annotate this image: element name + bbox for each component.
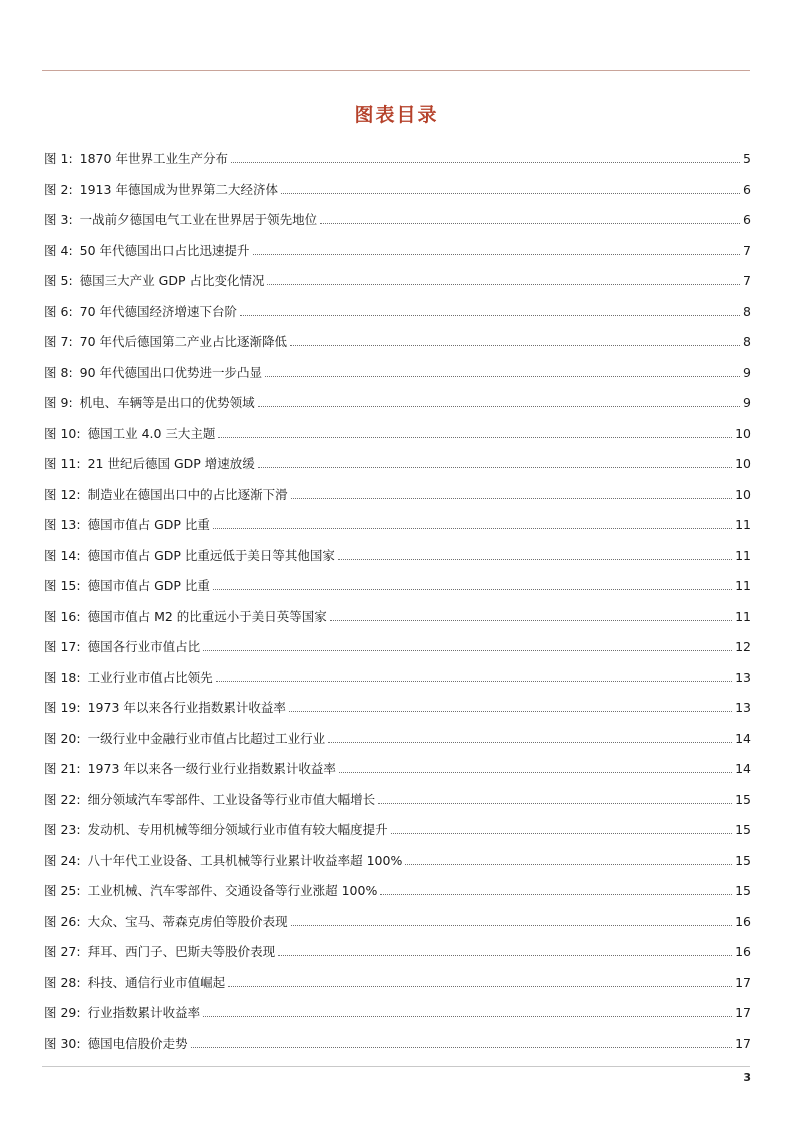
toc-entry-25[interactable] bbox=[44, 876, 751, 907]
figure-number: 图 26 : bbox=[44, 914, 81, 930]
figure-number: 图 18 : bbox=[44, 670, 81, 686]
figure-number: 图 22 : bbox=[44, 792, 81, 808]
dot-leader bbox=[216, 681, 732, 682]
dot-leader bbox=[281, 193, 740, 194]
dot-leader bbox=[258, 406, 740, 407]
page-reference: 15 bbox=[735, 791, 751, 807]
toc-entry-11[interactable] bbox=[44, 449, 751, 480]
toc-entry-19[interactable] bbox=[44, 693, 751, 724]
header-divider bbox=[42, 70, 750, 71]
figure-number: 图 8 : bbox=[44, 365, 73, 381]
figure-number: 图 15 : bbox=[44, 578, 81, 594]
page-reference: 17 bbox=[735, 1035, 751, 1051]
dot-leader bbox=[328, 742, 732, 743]
dot-leader bbox=[203, 1016, 732, 1017]
dot-leader bbox=[320, 223, 740, 224]
toc-entry-7[interactable] bbox=[44, 327, 751, 358]
figure-title: 制造业在德国出口中的占比逐渐下滑 bbox=[87, 486, 288, 502]
toc-entry-27[interactable] bbox=[44, 937, 751, 968]
toc-entry-5[interactable] bbox=[44, 266, 751, 297]
page-title: 图表目录 bbox=[354, 104, 439, 126]
figure-title: 大众、宝马、蒂森克虏伯等股价表现 bbox=[87, 913, 288, 929]
figure-number: 图 16 : bbox=[44, 609, 81, 625]
figure-number: 图 4 : bbox=[44, 243, 73, 259]
figure-number: 图 17 : bbox=[44, 639, 81, 655]
page-reference: 15 bbox=[735, 883, 751, 899]
figure-number: 图 30 : bbox=[44, 1036, 81, 1052]
figure-number: 图 5 : bbox=[44, 273, 73, 289]
page-reference: 6 bbox=[743, 181, 751, 197]
figure-title: 1973 年以来各行业指数累计收益率 bbox=[87, 700, 286, 716]
figure-number: 图 27 : bbox=[44, 944, 81, 960]
dot-leader bbox=[380, 894, 732, 895]
toc-entry-6[interactable] bbox=[44, 297, 751, 328]
figure-title: 70 年代德国经济增速下台阶 bbox=[79, 303, 238, 319]
figure-number: 图 24 : bbox=[44, 853, 81, 869]
toc-entry-8[interactable] bbox=[44, 358, 751, 389]
figure-title: 工业行业市值占比领先 bbox=[87, 669, 213, 685]
figure-number: 图 6 : bbox=[44, 304, 73, 320]
figure-title: 发动机、专用机械等细分领域行业市值有较大幅度提升 bbox=[87, 822, 388, 838]
toc-entry-29[interactable] bbox=[44, 998, 751, 1029]
page-reference: 14 bbox=[735, 761, 751, 777]
toc-entry-2[interactable] bbox=[44, 175, 751, 206]
dot-leader bbox=[330, 620, 732, 621]
toc-entry-23[interactable] bbox=[44, 815, 751, 846]
figure-number: 图 23 : bbox=[44, 822, 81, 838]
page-reference: 10 bbox=[735, 425, 751, 441]
figure-number: 图 7 : bbox=[44, 334, 73, 350]
page-reference: 5 bbox=[743, 151, 751, 167]
figure-number: 图 20 : bbox=[44, 731, 81, 747]
figure-title: 50 年代德国出口占比迅速提升 bbox=[79, 242, 250, 258]
table-of-figures bbox=[44, 144, 751, 1059]
page-reference: 9 bbox=[743, 364, 751, 380]
figure-title: 90 年代德国出口优势进一步凸显 bbox=[79, 364, 263, 380]
page-reference: 7 bbox=[743, 273, 751, 289]
figure-title: 21 世纪后德国 GDP 增速放缓 bbox=[87, 456, 255, 472]
toc-entry-1[interactable] bbox=[44, 144, 751, 175]
dot-leader bbox=[258, 467, 732, 468]
figure-title: 德国市值占 M2 的比重远小于美日英等国家 bbox=[87, 608, 327, 624]
figure-number: 图 2 : bbox=[44, 182, 73, 198]
figure-number: 图 11 : bbox=[44, 456, 81, 472]
page-reference: 7 bbox=[743, 242, 751, 258]
dot-leader bbox=[339, 772, 732, 773]
dot-leader bbox=[338, 559, 732, 560]
figure-title: 德国工业 4.0 三大主题 bbox=[87, 425, 216, 441]
toc-entry-14[interactable] bbox=[44, 541, 751, 572]
figure-number: 图 12 : bbox=[44, 487, 81, 503]
dot-leader bbox=[213, 528, 732, 529]
toc-entry-16[interactable] bbox=[44, 602, 751, 633]
dot-leader bbox=[378, 803, 732, 804]
figure-number: 图 28 : bbox=[44, 975, 81, 991]
page-reference: 11 bbox=[735, 547, 751, 563]
page-reference: 13 bbox=[735, 700, 751, 716]
page-reference: 6 bbox=[743, 212, 751, 228]
figure-title: 德国三大产业 GDP 占比变化情况 bbox=[79, 273, 265, 289]
toc-entry-24[interactable] bbox=[44, 846, 751, 877]
figure-title: 1913 年德国成为世界第二大经济体 bbox=[79, 181, 278, 197]
toc-entry-10[interactable] bbox=[44, 419, 751, 450]
toc-entry-9[interactable] bbox=[44, 388, 751, 419]
dot-leader bbox=[203, 650, 732, 651]
dot-leader bbox=[213, 589, 732, 590]
figure-number: 图 14 : bbox=[44, 548, 81, 564]
dot-leader bbox=[228, 986, 732, 987]
toc-entry-13[interactable] bbox=[44, 510, 751, 541]
page-reference: 10 bbox=[735, 486, 751, 502]
figure-number: 图 1 : bbox=[44, 151, 73, 167]
figure-title: 行业指数累计收益率 bbox=[87, 1005, 201, 1021]
page-reference: 16 bbox=[735, 913, 751, 929]
figure-title: 1870 年世界工业生产分布 bbox=[79, 151, 228, 167]
dot-leader bbox=[253, 254, 740, 255]
page-reference: 15 bbox=[735, 822, 751, 838]
figure-number: 图 29 : bbox=[44, 1005, 81, 1021]
figure-number: 图 13 : bbox=[44, 517, 81, 533]
dot-leader bbox=[291, 925, 732, 926]
toc-entry-30[interactable] bbox=[44, 1029, 751, 1060]
figure-title: 德国各行业市值占比 bbox=[87, 639, 201, 655]
toc-entry-17[interactable] bbox=[44, 632, 751, 663]
figure-title: 八十年代工业设备、工具机械等行业累计收益率超 100% bbox=[87, 852, 403, 868]
page-reference: 8 bbox=[743, 334, 751, 350]
figure-title: 拜耳、西门子、巴斯夫等股价表现 bbox=[87, 944, 276, 960]
figure-title: 德国市值占 GDP 比重远低于美日等其他国家 bbox=[87, 547, 335, 563]
dot-leader bbox=[218, 437, 732, 438]
figure-title: 一战前夕德国电气工业在世界居于领先地位 bbox=[79, 212, 318, 228]
dot-leader bbox=[405, 864, 732, 865]
toc-entry-15[interactable] bbox=[44, 571, 751, 602]
dot-leader bbox=[231, 162, 740, 163]
toc-entry-4[interactable] bbox=[44, 236, 751, 267]
toc-entry-3[interactable] bbox=[44, 205, 751, 236]
page-reference: 17 bbox=[735, 974, 751, 990]
figure-number: 图 19 : bbox=[44, 700, 81, 716]
figure-number: 图 10 : bbox=[44, 426, 81, 442]
toc-entry-22[interactable] bbox=[44, 785, 751, 816]
page-reference: 8 bbox=[743, 303, 751, 319]
figure-title: 科技、通信行业市值崛起 bbox=[87, 974, 226, 990]
dot-leader bbox=[191, 1047, 732, 1048]
toc-entry-26[interactable] bbox=[44, 907, 751, 938]
figure-number: 图 9 : bbox=[44, 395, 73, 411]
footer-divider bbox=[42, 1066, 750, 1067]
figure-number: 图 3 : bbox=[44, 212, 73, 228]
dot-leader bbox=[240, 315, 740, 316]
page-reference: 10 bbox=[735, 456, 751, 472]
figure-title: 70 年代后德国第二产业占比逐渐降低 bbox=[79, 334, 288, 350]
page-reference: 15 bbox=[735, 852, 751, 868]
dot-leader bbox=[391, 833, 732, 834]
page-reference: 16 bbox=[735, 944, 751, 960]
dot-leader bbox=[265, 376, 740, 377]
page-reference: 9 bbox=[743, 395, 751, 411]
dot-leader bbox=[267, 284, 740, 285]
toc-entry-21[interactable] bbox=[44, 754, 751, 785]
page-number: 3 bbox=[743, 1071, 751, 1084]
toc-entry-28[interactable] bbox=[44, 968, 751, 999]
figure-title: 机电、车辆等是出口的优势领域 bbox=[79, 395, 255, 411]
page-reference: 12 bbox=[735, 639, 751, 655]
figure-title: 1973 年以来各一级行业行业指数累计收益率 bbox=[87, 761, 336, 777]
toc-entry-20[interactable] bbox=[44, 724, 751, 755]
dot-leader bbox=[291, 498, 732, 499]
toc-entry-12[interactable] bbox=[44, 480, 751, 511]
page-reference: 14 bbox=[735, 730, 751, 746]
dot-leader bbox=[290, 345, 740, 346]
figure-title: 细分领域汽车零部件、工业设备等行业市值大幅增长 bbox=[87, 791, 376, 807]
figure-title: 德国市值占 GDP 比重 bbox=[87, 578, 210, 594]
page-reference: 11 bbox=[735, 578, 751, 594]
figure-title: 一级行业中金融行业市值占比超过工业行业 bbox=[87, 730, 326, 746]
figure-number: 图 21 : bbox=[44, 761, 81, 777]
figure-number: 图 25 : bbox=[44, 883, 81, 899]
page-reference: 11 bbox=[735, 517, 751, 533]
figure-title: 工业机械、汽车零部件、交通设备等行业涨超 100% bbox=[87, 883, 378, 899]
page-reference: 13 bbox=[735, 669, 751, 685]
page-reference: 17 bbox=[735, 1005, 751, 1021]
page-reference: 11 bbox=[735, 608, 751, 624]
dot-leader bbox=[289, 711, 732, 712]
figure-title: 德国电信股价走势 bbox=[87, 1035, 188, 1051]
dot-leader bbox=[278, 955, 732, 956]
toc-entry-18[interactable] bbox=[44, 663, 751, 694]
figure-title: 德国市值占 GDP 比重 bbox=[87, 517, 210, 533]
